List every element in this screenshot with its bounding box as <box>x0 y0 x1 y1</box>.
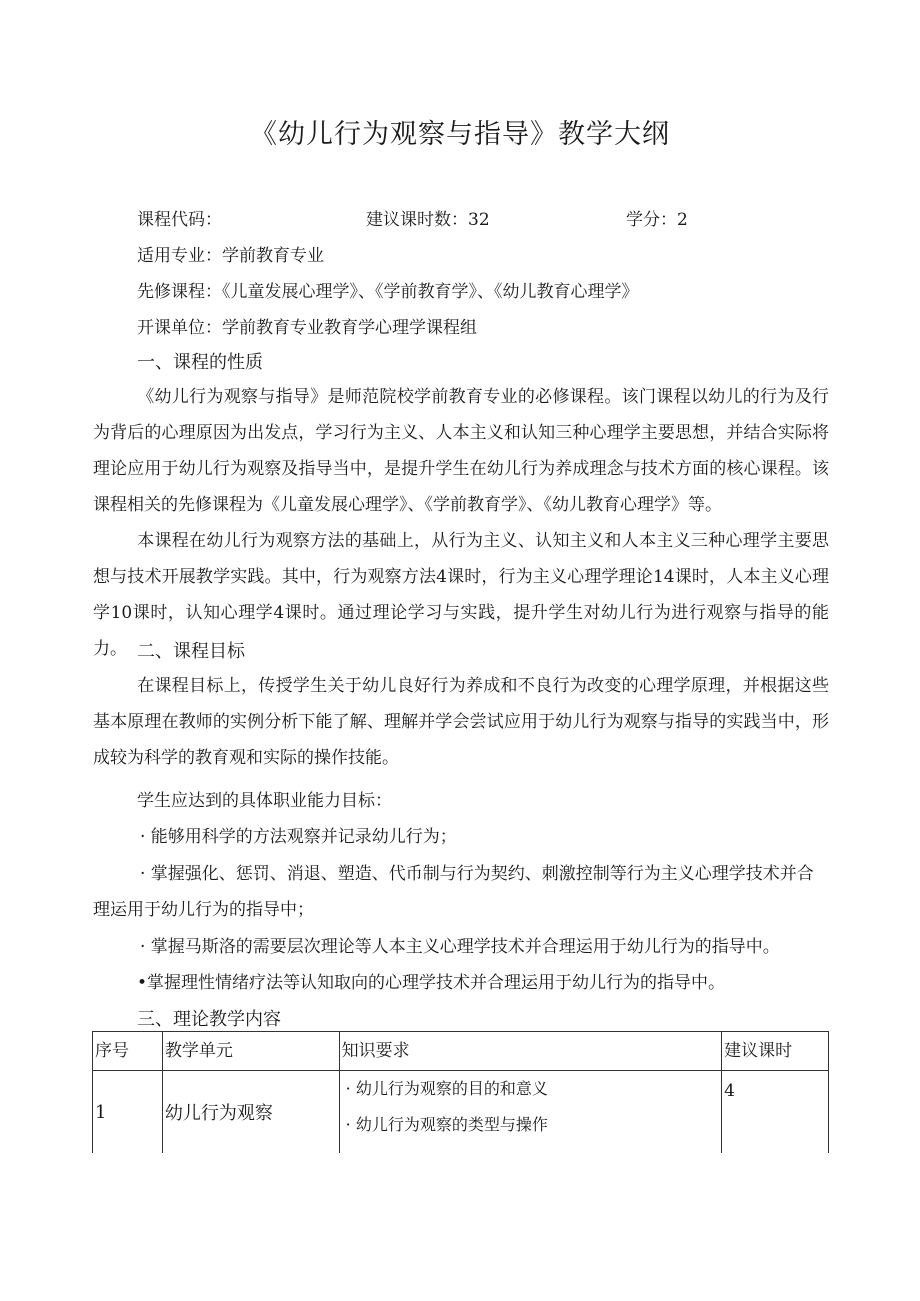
section-heading-theory: 三、理论教学内容 <box>137 1009 281 1030</box>
header-cell-unit: 教学单元 <box>162 1032 339 1071</box>
table-row <box>93 1071 829 1154</box>
header-cell-requirements: 知识要求 <box>339 1032 721 1071</box>
section-paragraph: 在课程目标上，传授学生关于幼儿良好行为养成和不良行为改变的心理学原理，并根据这些基本原理在教师的实例分析下能了解、理解并学会尝试应用于幼儿行为观察与指导的实践当中，形成较为科学的教育观和实际的操作技能。 <box>93 676 829 768</box>
section-heading-nature: 一、课程的性质 <box>137 352 263 373</box>
section-heading-goals: 二、课程目标 <box>137 641 245 662</box>
page-title: 《幼儿行为观察与指导》教学大纲 <box>250 119 670 150</box>
header-cell-no: 序号 <box>93 1032 163 1071</box>
section-paragraph: 《幼儿行为观察与指导》是师范院校学前教育专业的必修课程。该门课程以幼儿的行为及行为背后的心理原因为出发点，学习行为主义、人本主义和认知三种心理学主要思想，并结合实际将理论应用于幼儿行为观察及指导当中，是提升学生在幼儿行为养成理念与技术方面的核心课程。该课程相关的先修课程为《儿童发展心理学》、《学前教育学》、《幼儿教育心理学》等。 <box>93 387 829 515</box>
course-hours-label: 建议课时数：32 <box>366 210 490 230</box>
goal-item: · 能够用科学的方法观察并记录幼儿行为； <box>140 827 457 847</box>
course-prereq: 先修课程：《儿童发展心理学》、《学前教育学》、《幼儿教育心理学》 <box>137 282 639 302</box>
course-credit-label: 学分：2 <box>626 210 688 230</box>
requirement-item: · 幼儿行为观察的类型与操作 <box>345 1115 548 1134</box>
row-requirements <box>339 1071 721 1154</box>
row-no: 1 <box>93 1071 163 1154</box>
goals-intro: 学生应达到的具体职业能力目标： <box>137 791 392 811</box>
course-code-label: 课程代码： <box>137 210 222 230</box>
theory-content-table <box>92 1031 829 1153</box>
goal-item-continued: 理运用于幼儿行为的指导中； <box>93 900 314 920</box>
section-paragraph: 本课程在幼儿行为观察方法的基础上，从行为主义、认知主义和人本主义三种心理学主要思想与技术开展教学实践。其中，行为观察方法4课时，行为主义心理学理论14课时，人本主义心理学10课时，认知心理学4课时。通过理论学习与实践，提升学生对幼儿行为进行观察与指导的能力。 <box>93 531 829 659</box>
row-unit: 幼儿行为观察 <box>162 1071 339 1154</box>
course-unit: 开课单位：学前教育专业教育学心理学课程组 <box>137 318 477 338</box>
course-major: 适用专业：学前教育专业 <box>137 246 324 266</box>
requirement-item: · 幼儿行为观察的目的和意义 <box>345 1079 548 1098</box>
table-header-row <box>93 1032 829 1071</box>
row-hours: 4 <box>722 1071 829 1154</box>
header-cell-hours: 建议课时 <box>722 1032 829 1071</box>
goal-item: •掌握理性情绪疗法等认知取向的心理学技术并合理运用于幼儿行为的指导中。 <box>137 973 726 993</box>
goal-item: · 掌握强化、惩罚、消退、塑造、代币制与行为契约、刺激控制等行为主义心理学技术并合 <box>140 864 814 884</box>
goal-item: · 掌握马斯洛的需要层次理论等人本主义心理学技术并合理运用于幼儿行为的指导中。 <box>140 937 780 957</box>
